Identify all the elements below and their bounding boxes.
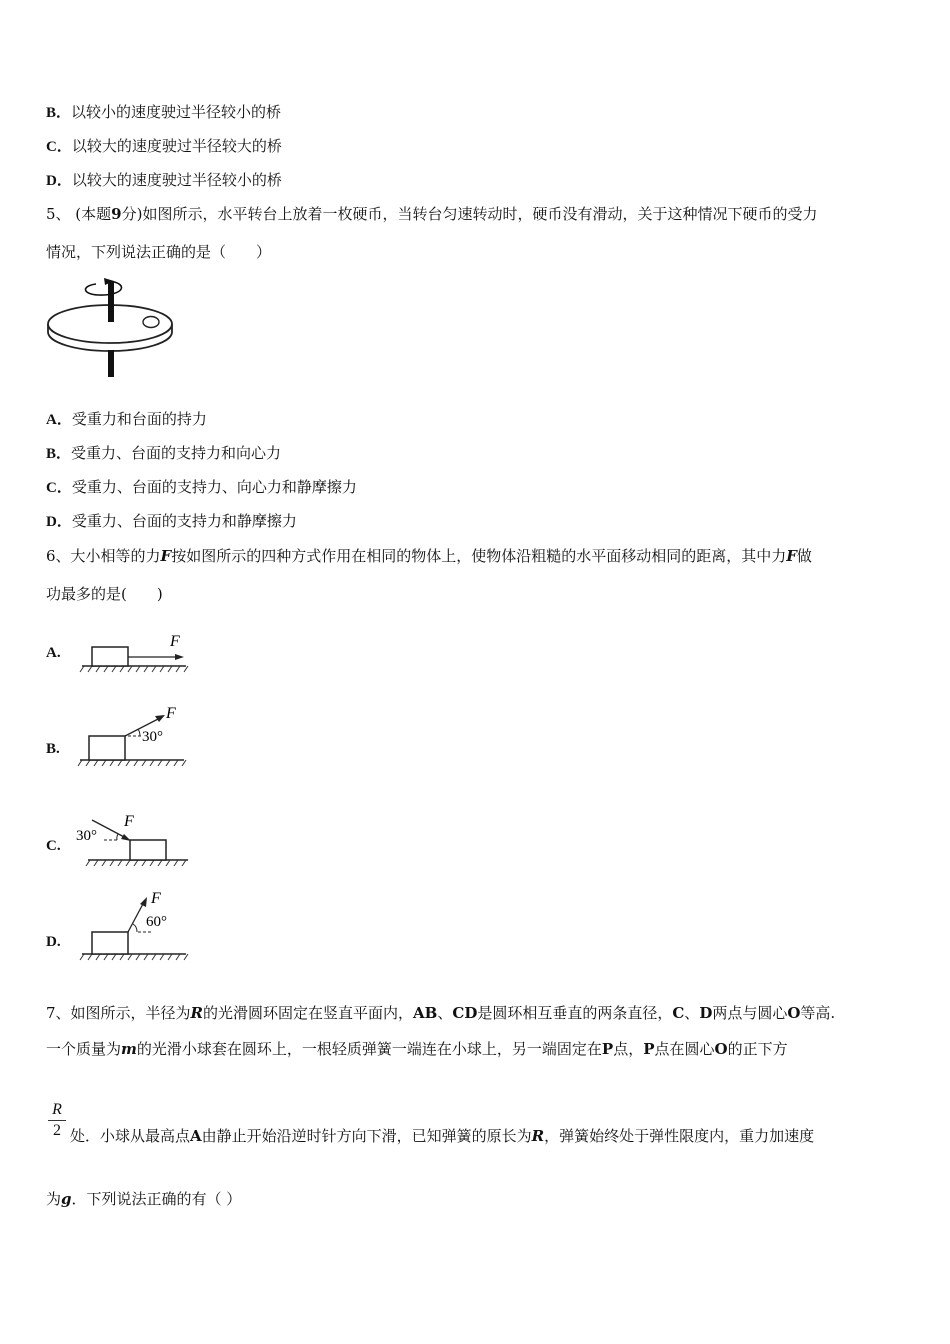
ground-hatch bbox=[80, 954, 188, 960]
angle-label: 30° bbox=[142, 729, 163, 745]
q4-option-d bbox=[46, 169, 282, 192]
q4-option-c bbox=[46, 135, 282, 158]
turntable-with-coin-icon bbox=[44, 270, 176, 380]
q6-option-b-figure bbox=[76, 702, 188, 770]
force-label: F bbox=[124, 813, 134, 830]
symbol-d: D bbox=[699, 1004, 713, 1022]
q5-stem-line2: 情况，下列说法正确的是（ ） bbox=[46, 243, 272, 261]
q6-option-a-key: A. bbox=[46, 645, 61, 661]
symbol-m: m bbox=[121, 1040, 137, 1058]
q6-stem-line2: 功最多的是( ) bbox=[46, 585, 163, 603]
q7-text: 7、如图所示，半径为 bbox=[46, 1004, 191, 1022]
option-text: 受重力、台面的支持力和向心力 bbox=[71, 444, 282, 462]
q7-text: ，弹簧始终处于弹性限度内，重力加速度 bbox=[544, 1127, 815, 1145]
q7-text: 两点与圆心 bbox=[712, 1004, 788, 1022]
ground-hatch bbox=[86, 860, 186, 866]
option-key: A． bbox=[46, 412, 72, 428]
fraction-numerator: R bbox=[52, 1101, 62, 1118]
q6-text-b: 按如图所示的四种方式作用在相同的物体上，使物体沿粗糙的水平面移动相同的距离，其中力 bbox=[171, 547, 787, 565]
option-key: B． bbox=[46, 446, 72, 462]
symbol-p: P bbox=[643, 1040, 655, 1058]
angle-label: 30° bbox=[76, 828, 97, 844]
symbol-ab: AB bbox=[413, 1004, 438, 1022]
q7-text: 点在圆心 bbox=[654, 1040, 715, 1058]
q7-text: 一个质量为 bbox=[46, 1040, 122, 1058]
force-label: F bbox=[170, 633, 180, 650]
q5-prefix: 5、 (本题 bbox=[46, 205, 112, 223]
q6-text-a: 6、大小相等的力 bbox=[46, 547, 161, 565]
symbol-cd: CD bbox=[452, 1004, 478, 1022]
q7-text: 点， bbox=[613, 1040, 644, 1058]
option-text: 以较大的速度驶过半径较小的桥 bbox=[71, 171, 282, 189]
q6-option-a-figure bbox=[78, 630, 190, 674]
q7-text: 是圆环相互垂直的两条直径， bbox=[477, 1004, 673, 1022]
q7-text: 为 bbox=[46, 1190, 62, 1208]
q6-stem-line1 bbox=[46, 545, 812, 567]
angle-label: 60° bbox=[146, 914, 167, 930]
q7-text: 的正下方 bbox=[727, 1040, 788, 1058]
fraction-r-over-2 bbox=[46, 1100, 68, 1141]
symbol-r: R bbox=[531, 1127, 545, 1145]
option-key: C． bbox=[46, 139, 72, 155]
q5-stem-text: 分)如图所示，水平转台上放着一枚硬币，当转台匀速转动时，硬币没有滑动，关于这种情况下硬币的受力 bbox=[121, 205, 818, 223]
block bbox=[92, 932, 128, 954]
q7-text: ．下列说法正确的有（ ） bbox=[71, 1190, 242, 1208]
q7-text: 处．小球从最高点 bbox=[70, 1127, 191, 1145]
force-symbol: F bbox=[160, 547, 172, 565]
q6-option-c-key: C. bbox=[46, 838, 61, 854]
q7-sep: 、 bbox=[437, 1004, 453, 1022]
symbol-c: C bbox=[672, 1004, 685, 1022]
q7-text: 的光滑小球套在圆环上，一根轻质弹簧一端连在小球上，另一端固定在 bbox=[136, 1040, 602, 1058]
q5-option-b bbox=[46, 442, 281, 465]
option-text: 受重力和台面的持力 bbox=[71, 410, 207, 428]
q6-option-d-key: D. bbox=[46, 934, 61, 950]
q6-option-c-figure bbox=[74, 808, 192, 870]
q6-option-b-key: B. bbox=[46, 741, 60, 757]
q5-option-c bbox=[46, 476, 357, 499]
option-key: D． bbox=[46, 514, 72, 530]
option-text: 以较小的速度驶过半径较小的桥 bbox=[71, 103, 282, 121]
symbol-o: O bbox=[787, 1004, 801, 1022]
option-key: D． bbox=[46, 173, 72, 189]
q7-sep: 、 bbox=[684, 1004, 700, 1022]
q7-stem-line4 bbox=[46, 1188, 241, 1210]
symbol-r: R bbox=[190, 1004, 204, 1022]
option-key: B． bbox=[46, 105, 72, 121]
q6-text-c: 做 bbox=[796, 547, 812, 565]
q4-option-b bbox=[46, 101, 281, 124]
q5-option-d bbox=[46, 510, 297, 533]
option-text: 受重力、台面的支持力、向心力和静摩擦力 bbox=[71, 478, 357, 496]
force-label: F bbox=[151, 890, 161, 907]
q7-text: 由静止开始沿逆时针方向下滑，已知弹簧的原长为 bbox=[201, 1127, 532, 1145]
q5-stem-line1 bbox=[46, 203, 817, 225]
force-label: F bbox=[166, 705, 176, 722]
block bbox=[89, 736, 125, 760]
q5-score: 9 bbox=[111, 205, 122, 223]
block bbox=[130, 840, 166, 860]
q5-option-a bbox=[46, 408, 207, 431]
q7-text: 等高. bbox=[800, 1004, 836, 1022]
option-text: 受重力、台面的支持力和静摩擦力 bbox=[71, 512, 297, 530]
option-text: 以较大的速度驶过半径较大的桥 bbox=[71, 137, 282, 155]
option-key: C． bbox=[46, 480, 72, 496]
fraction-denominator: 2 bbox=[53, 1122, 61, 1139]
symbol-a: A bbox=[190, 1127, 202, 1145]
q7-stem-line3 bbox=[70, 1125, 814, 1147]
q7-stem-line1 bbox=[46, 1002, 835, 1024]
ground-hatch bbox=[80, 666, 188, 672]
symbol-g: g bbox=[61, 1190, 72, 1208]
q6-option-d-figure bbox=[78, 888, 190, 966]
block bbox=[92, 647, 128, 666]
q7-stem-line2 bbox=[46, 1038, 788, 1060]
symbol-p: P bbox=[601, 1040, 614, 1058]
force-arrow bbox=[92, 820, 126, 838]
symbol-o: O bbox=[714, 1040, 728, 1058]
force-symbol: F bbox=[786, 547, 797, 565]
ground-hatch bbox=[78, 760, 186, 766]
q7-text: 的光滑圆环固定在竖直平面内， bbox=[203, 1004, 414, 1022]
